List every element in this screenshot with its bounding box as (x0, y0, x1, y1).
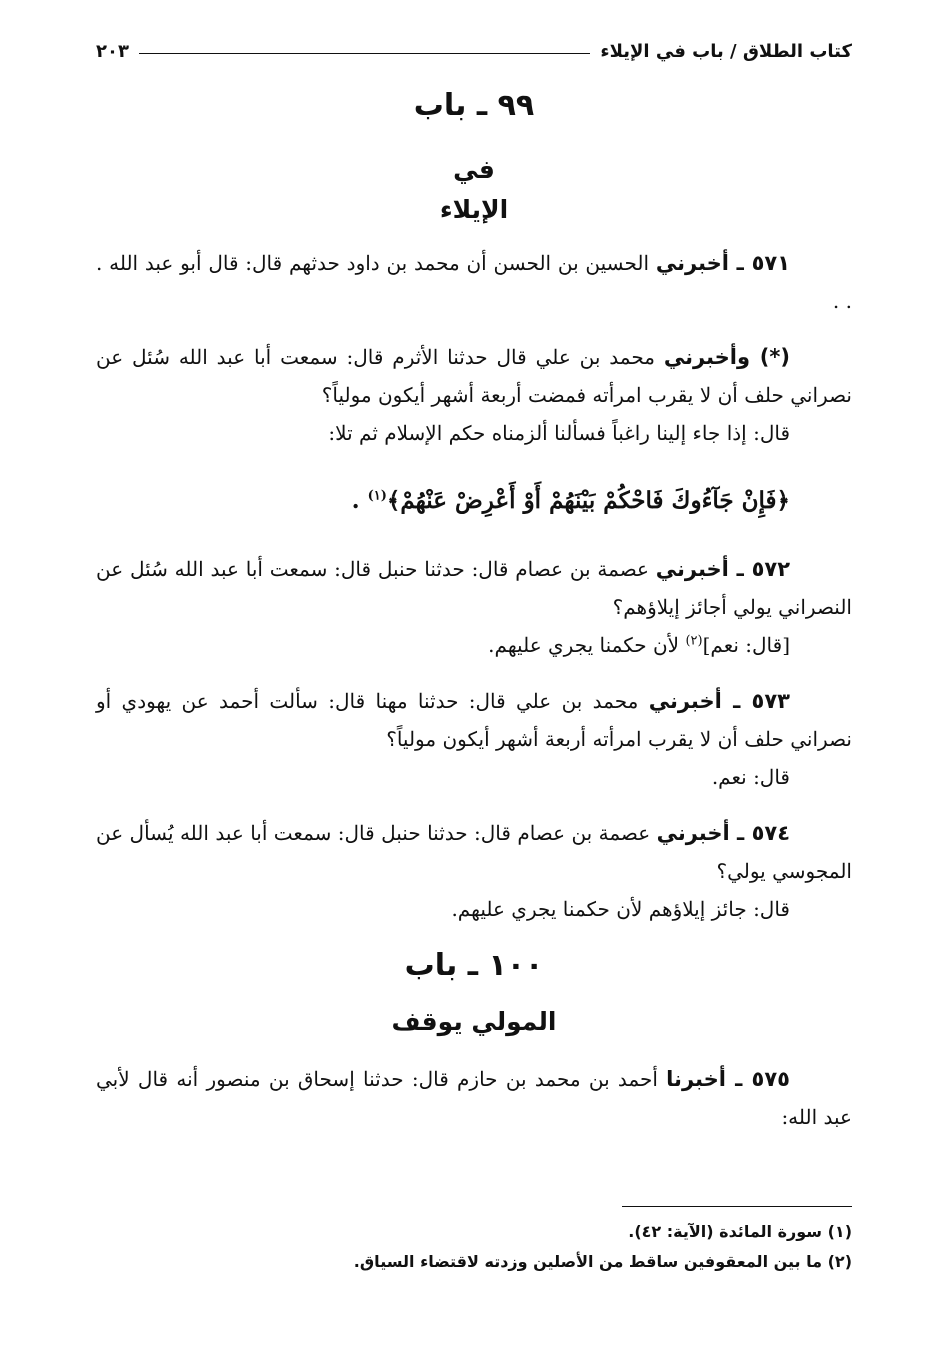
footnotes (96, 1206, 852, 1277)
hadith-572-text: عصمة بن عصام قال: حدثنا حنبل قال: سمعت أبا عبد الله سُئل عن النصراني يولي أجائز إيلاؤهم؟ (96, 557, 852, 619)
chapter-100-title: ١٠٠ ـ باب (404, 948, 544, 983)
footnote-rule (622, 1206, 852, 1207)
hadith-571-text: الحسين بن الحسن أن محمد بن داود حدثهم قال: قال أبو عبد الله . . . (96, 251, 852, 313)
hadith-571-lead: ٥٧١ ـ أخبرني (655, 251, 791, 275)
footnote-marker-1: (١) (367, 488, 387, 504)
hadith-573-lead: ٥٧٣ ـ أخبرني (648, 689, 790, 713)
hadith-575 (96, 1060, 852, 1136)
hadith-star-text: محمد بن علي قال حدثنا الأثرم قال: سمعت أبا عبد الله سُئل عن نصراني حلف أن لا يقرب امرأته فمضت أربعة أشهر أيكون مولياً؟ (96, 345, 852, 407)
hadith-572-lead: ٥٧٢ ـ أخبرني (655, 557, 791, 581)
hadith-572-answer-start: [قال: نعم] (702, 633, 790, 657)
chapter-99-title: ٩٩ ـ باب (413, 88, 535, 123)
hadith-574-answer: قال: جائز إيلاؤهم لأن حكمنا يجري عليهم. (451, 897, 790, 921)
footnote-marker-2: (٢) (685, 633, 703, 649)
footnote-1: (١) سورة المائدة (الآية: ٤٢). (628, 1222, 852, 1241)
hadith-573-answer: قال: نعم. (711, 765, 790, 789)
chapter-99-subtitle-line2: الإيلاء (439, 195, 509, 224)
hadith-574 (96, 814, 852, 890)
hadith-574-lead: ٥٧٤ ـ أخبرني (656, 821, 791, 845)
hadith-572 (96, 550, 852, 626)
hadith-573 (96, 682, 852, 758)
running-head-title: كتاب الطلاق / باب في الإيلاء (600, 41, 852, 62)
hadith-574-text: عصمة بن عصام قال: حدثنا حنبل قال: سمعت أبا عبد الله يُسأل عن المجوسي يولي؟ (96, 821, 852, 883)
quran-verse-end: . (351, 487, 368, 514)
footnote-2: (٢) ما بين المعقوفين ساقط من الأصلين وزدته لاقتضاء السياق. (353, 1252, 852, 1271)
quran-verse-text: ﴿فَإِنْ جَآءُوكَ فَاحْكُمْ بَيْنَهُمْ أَوْ أَعْرِضْ عَنْهُمْ﴾ (386, 487, 790, 514)
page-number: ٢٠٣ (96, 41, 129, 62)
hadith-575-lead: ٥٧٥ ـ أخبرنا (666, 1067, 790, 1091)
hadith-573-text: محمد بن علي قال: حدثنا مهنا قال: سألت أحمد عن يهودي أو نصراني حلف أن لا يقرب امرأته أربعة أشهر أيكون مولياً؟ (96, 689, 852, 751)
hadith-star-lead: (*) وأخبرني (663, 345, 790, 369)
hadith-575-text: أحمد بن محمد بن حازم قال: حدثنا إسحاق بن منصور أنه قال لأبي عبد الله: (96, 1067, 852, 1129)
book-page (96, 28, 852, 1136)
running-head (96, 28, 852, 62)
chapter-100-subtitle: المولي يوقف (391, 1007, 557, 1036)
hadith-star-answer: قال: إذا جاء إلينا راغباً فسألنا ألزمناه حكم الإسلام ثم تلا: (328, 421, 790, 445)
quran-verse (96, 475, 852, 527)
hadith-571 (96, 244, 852, 320)
hadith-star (96, 338, 852, 414)
chapter-99-subtitle-line1: في (453, 155, 495, 184)
hadith-572-answer (96, 626, 852, 664)
hadith-572-answer-end: لأن حكمنا يجري عليهم. (488, 633, 686, 657)
running-head-rule (139, 53, 590, 54)
